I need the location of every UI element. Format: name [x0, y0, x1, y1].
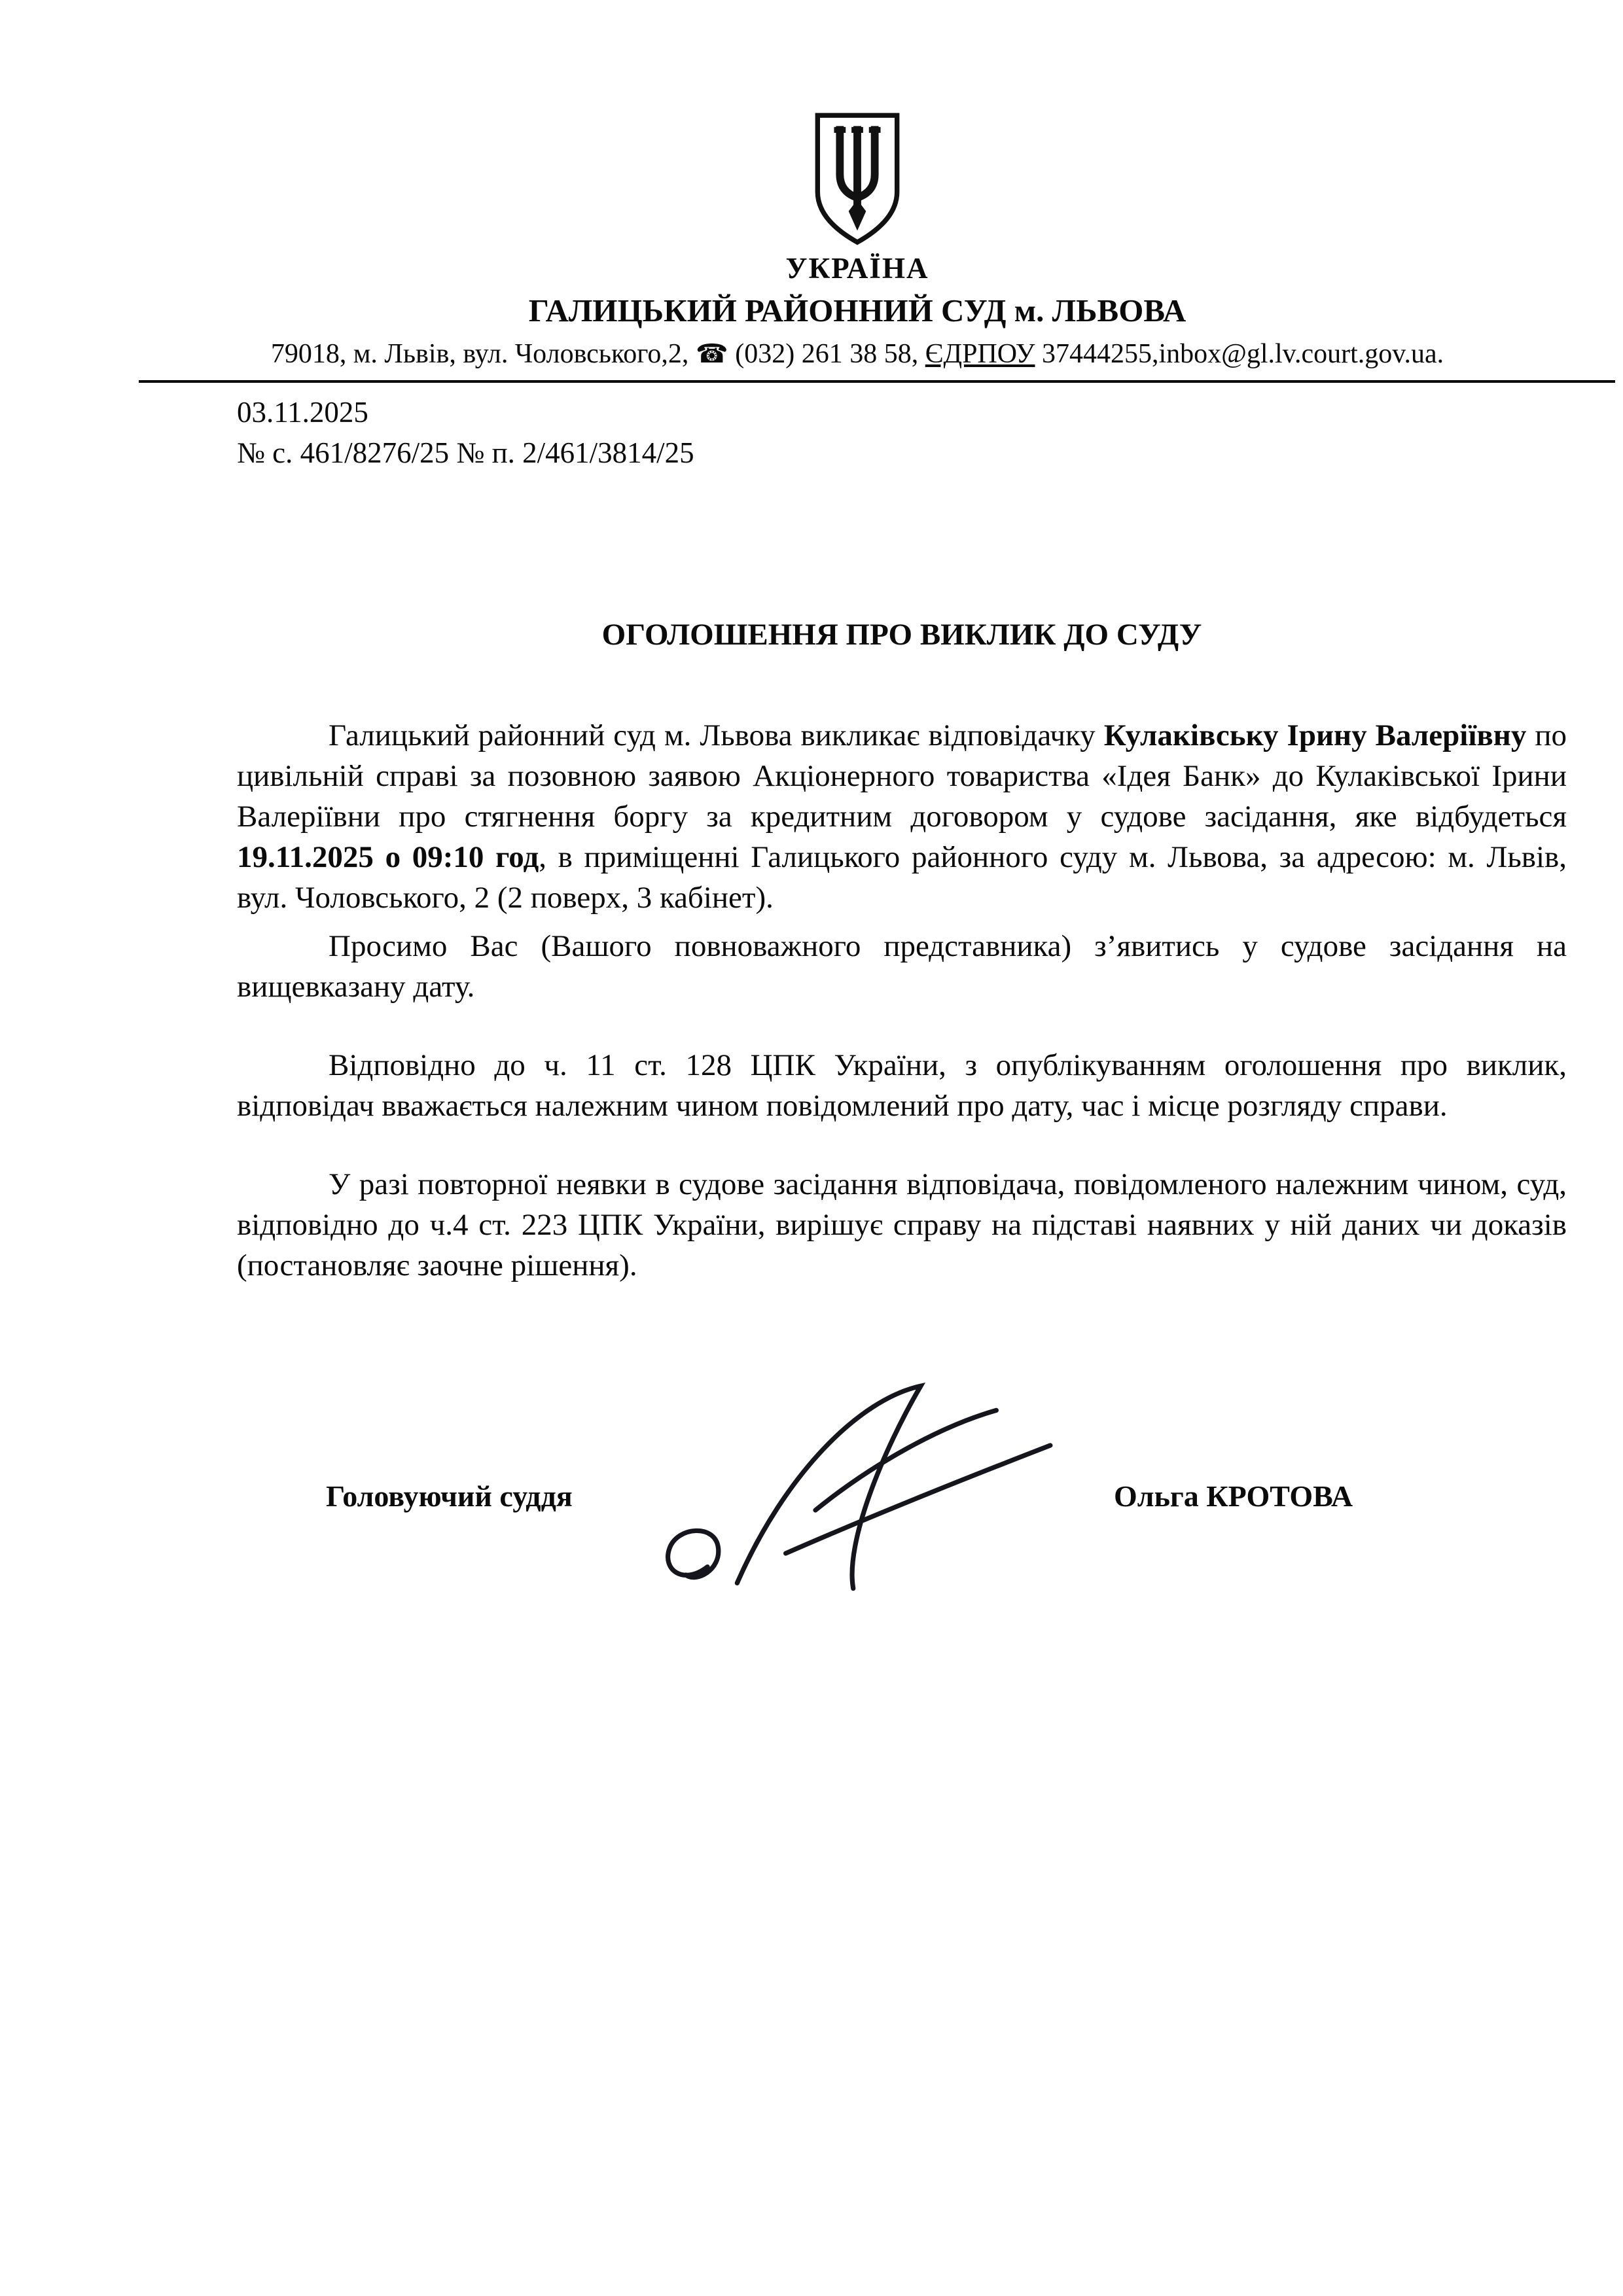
address-text: 79018, м. Львів, вул. Чоловського,2, [270, 339, 689, 369]
edrpou-value-and-email: 37444255,inbox@gl.lv.court.gov.ua. [1042, 339, 1444, 369]
p1-lead: Галицький районний суд м. Львова викликає відповідачку [329, 718, 1104, 752]
paragraph-summons [237, 715, 1567, 918]
document-date: 03.11.2025 [237, 396, 368, 429]
header-divider [139, 380, 1615, 383]
paragraph-legal-notice: Відповідно до ч. 11 ст. 128 ЦПК України, з опублікуванням оголошення про виклик, відповідач вважається належним чином повідомлений про дату, час і місце розгляду справи. [237, 1048, 1567, 1123]
p1-middle: по цивільній справі за позовною заявою Акціонерного товариства «Ідея Банк» до Кулаківської Ірини Валеріївни про стягнення боргу за кредитним договором у судове засідання, яке відбудеться [237, 718, 1567, 834]
hearing-datetime: 19.11.2025 о 09:10 год [237, 840, 539, 874]
court-address [111, 338, 1603, 370]
document-title: ОГОЛОШЕННЯ ПРО ВИКЛИК ДО СУДУ [601, 618, 1202, 652]
coat-of-arms-icon [809, 110, 906, 249]
paragraph-consequences: У разі повторної неявки в судове засідання відповідача, повідомленого належним чином, суд, відповідно до ч.4 ст. 223 ЦПК України, вирішує справу на підставі наявних у ній даних чи доказів (постановляє заочне рішення). [237, 1167, 1567, 1282]
document-body [0, 617, 1623, 1531]
country-name: УКРАЇНА [785, 252, 929, 285]
judge-name: Ольга КРОТОВА [1114, 1479, 1353, 1513]
case-numbers: № с. 461/8276/25 № п. 2/461/3814/25 [237, 436, 694, 469]
signature-block [237, 1479, 1567, 1531]
p1-tail: , в приміщенні Галицького районного суду м. Львова, за адресою: м. Львів, вул. Чоловського, 2 (2 поверх, 3 кабінет). [237, 840, 1567, 915]
phone-number: (032) 261 38 58, [735, 339, 919, 369]
document-meta [237, 392, 1623, 473]
paragraph-request: Просимо Вас (Вашого повноважного представника) з’явитись у судове засідання на вищевказану дату. [237, 929, 1567, 1004]
telephone-icon: ☎ [695, 339, 728, 369]
court-name: ГАЛИЦЬКИЙ РАЙОННИЙ СУД м. ЛЬВОВА [528, 292, 1186, 328]
signature-role-label: Головуючий суддя [326, 1479, 573, 1513]
document-header [0, 0, 1623, 370]
defendant-name: Кулаківську Ірину Валеріївну [1103, 718, 1527, 752]
handwritten-signature [656, 1381, 1061, 1597]
edrpou-label: ЄДРПОУ [925, 339, 1035, 369]
